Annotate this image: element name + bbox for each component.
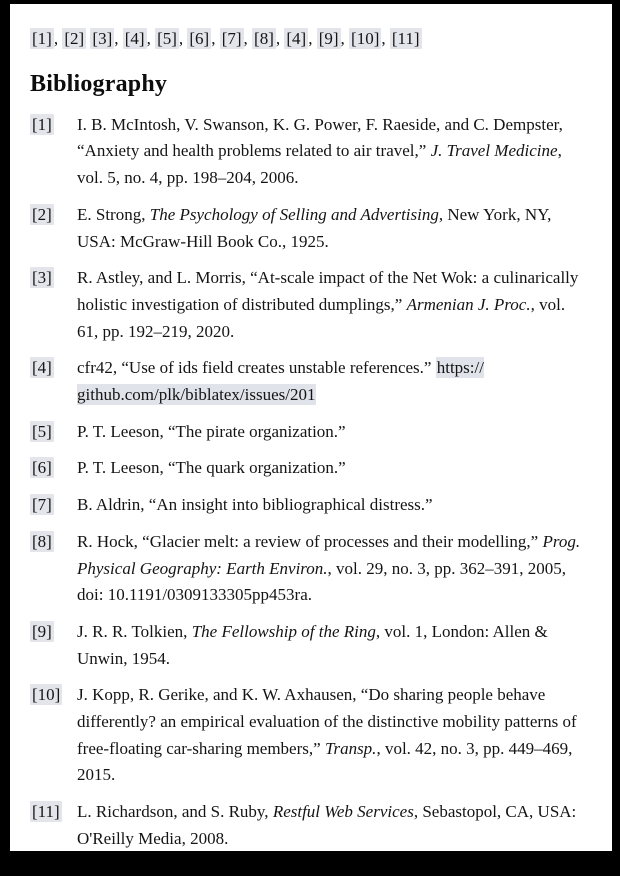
- bib-entry-text-run: J. Kopp, R. Gerike, and K. W. Axhausen, “Do sharing people behave differently? an empirical evaluation of the distinctive mobility patterns of free-floating car-sharing members,”: [77, 685, 577, 758]
- page-title: Bibliography: [30, 70, 168, 97]
- bib-entry-label-col: [30, 492, 77, 519]
- citation-ref[interactable]: [8]: [254, 29, 274, 48]
- citation-ref[interactable]: [5]: [157, 29, 177, 48]
- bib-entry: [30, 619, 586, 672]
- citation-ref[interactable]: [2]: [64, 29, 85, 48]
- bib-entry-title-italic: Restful Web Services: [272, 802, 414, 822]
- bib-entry-text: [77, 419, 586, 446]
- bib-entry-label-col: [30, 529, 77, 609]
- bib-entry-text-run: P. T. Leeson, “The pirate organization.”: [77, 421, 346, 441]
- bib-entry-text: [77, 682, 586, 789]
- bib-entry-text-run: P. T. Leeson, “The quark organization.”: [77, 458, 346, 478]
- bib-entry: [30, 355, 586, 408]
- bib-entry-text-run: B. Aldrin, “An insight into bibliographical distress.”: [77, 495, 433, 515]
- citation-ref[interactable]: [4]: [286, 29, 307, 48]
- bib-entry-text-run: cfr42, “Use of ids field creates unstable references.”: [77, 358, 436, 378]
- bib-entry: [30, 799, 586, 852]
- bib-entry: [30, 419, 586, 446]
- citation-ref[interactable]: [3]: [92, 29, 113, 48]
- bib-entry-label[interactable]: [2]: [32, 204, 52, 224]
- bib-entry-label-col: [30, 265, 77, 345]
- citation-ref[interactable]: [11]: [391, 29, 420, 48]
- bib-entry-text: [77, 112, 586, 192]
- citation-ref[interactable]: [1]: [32, 29, 52, 48]
- bib-entry-label[interactable]: [5]: [32, 421, 52, 441]
- citation-ref[interactable]: [7]: [221, 29, 242, 48]
- bib-entry-title-italic: Transp.: [324, 738, 377, 758]
- bib-entry-title-italic: J. Travel Medicine: [430, 141, 558, 161]
- citation-ref[interactable]: [10]: [351, 29, 380, 48]
- bib-entry-label-col: [30, 355, 77, 408]
- bib-entry-label[interactable]: [8]: [32, 531, 52, 551]
- bib-entry-label[interactable]: [6]: [32, 458, 52, 478]
- bib-entry: [30, 492, 586, 519]
- bib-entry-label-col: [30, 112, 77, 192]
- bib-entry-text: [77, 529, 586, 609]
- bib-entry-label-col: [30, 455, 77, 482]
- bib-entry-text-run: L. Richardson, and S. Ruby,: [77, 802, 273, 822]
- bib-entry-label-col: [30, 419, 77, 446]
- bib-entry-label-col: [30, 799, 77, 852]
- bibliography-list: [30, 112, 586, 853]
- bib-entry: [30, 265, 586, 345]
- bib-entry: [30, 529, 586, 609]
- bib-entry: [30, 112, 586, 192]
- bib-entry-text: [77, 265, 586, 345]
- citation-ref[interactable]: [9]: [318, 29, 339, 48]
- bib-entry-text-run: E. Strong,: [77, 204, 150, 224]
- bib-entry-text: [77, 202, 586, 255]
- bib-entry-text-run: I. B. McIntosh, V. Swanson, K. G. Power, F. Raeside, and C. Dempster, “Anxiety and health problems related to air travel,”: [77, 114, 563, 161]
- bib-entry-text: [77, 619, 586, 672]
- document-page: [10, 4, 612, 851]
- bib-entry-title-italic: The Psychology of Selling and Advertising: [149, 204, 439, 224]
- bib-entry-title-italic: Prog. Physical Geography: Earth Environ.: [77, 531, 581, 578]
- bib-entry-label[interactable]: [9]: [32, 621, 52, 641]
- bib-entry-label[interactable]: [3]: [32, 268, 52, 288]
- bib-entry-text-run: , vol. 61, pp. 192–219, 2020.: [77, 294, 566, 341]
- bib-entry: [30, 455, 586, 482]
- bib-entry-label-col: [30, 619, 77, 672]
- citation-ref[interactable]: [4]: [124, 29, 145, 48]
- bib-entry-text-run: , vol. 1, London: Allen & Unwin, 1954.: [77, 621, 548, 668]
- bib-entry-label[interactable]: [7]: [32, 495, 52, 515]
- citation-line: [1] , [2] [3] , [4] , [5] , [6] , [7] , [8] , [4] , [9] , [10] , [11]: [32, 29, 420, 48]
- bib-entry-label[interactable]: [1]: [32, 114, 52, 134]
- bib-entry-text-run: , Sebastopol, CA, USA: O'Reilly Media, 2008.: [77, 802, 577, 848]
- bib-entry-text-run: , New York, NY, USA: McGraw-Hill Book Co., 1925.: [77, 204, 552, 251]
- bib-entry-text: [77, 455, 586, 482]
- bib-entry: [30, 202, 586, 255]
- bib-entry-text: [77, 492, 586, 519]
- bib-entry-text-run: , vol. 29, no. 3, pp. 362–391, 2005, doi: 10.1191/0309133305pp453ra.: [77, 558, 567, 605]
- bib-entry-label[interactable]: [11]: [32, 802, 60, 822]
- bib-entry-text-run: J. R. R. Tolkien,: [77, 621, 192, 641]
- bib-entry-url-link[interactable]: https://github.com/plk/biblatex/issues/201: [77, 358, 484, 405]
- bib-entry: [30, 682, 586, 789]
- bib-entry-text-run: , vol. 5, no. 4, pp. 198–204, 2006.: [77, 141, 562, 188]
- bib-entry-label-col: [30, 202, 77, 255]
- citation-ref[interactable]: [6]: [189, 29, 210, 48]
- bib-entry-title-italic: The Fellowship of the Ring: [191, 621, 376, 641]
- bib-entry-text: [77, 355, 586, 408]
- bib-entry-text-run: , vol. 42, no. 3, pp. 449–469, 2015.: [77, 738, 573, 785]
- bib-entry-label[interactable]: [4]: [32, 358, 52, 378]
- bib-entry-text-run: R. Hock, “Glacier melt: a review of processes and their modelling,”: [77, 531, 543, 551]
- bib-entry-label-col: [30, 682, 77, 789]
- bib-entry-label[interactable]: [10]: [32, 685, 61, 705]
- bib-entry-text-run: R. Astley, and L. Morris, “At-scale impact of the Net Wok: a culinarically holistic investigation of distributed dumplings,”: [77, 268, 579, 314]
- bib-entry-title-italic: Armenian J. Proc.: [406, 294, 531, 314]
- bib-entry-text: [77, 799, 586, 852]
